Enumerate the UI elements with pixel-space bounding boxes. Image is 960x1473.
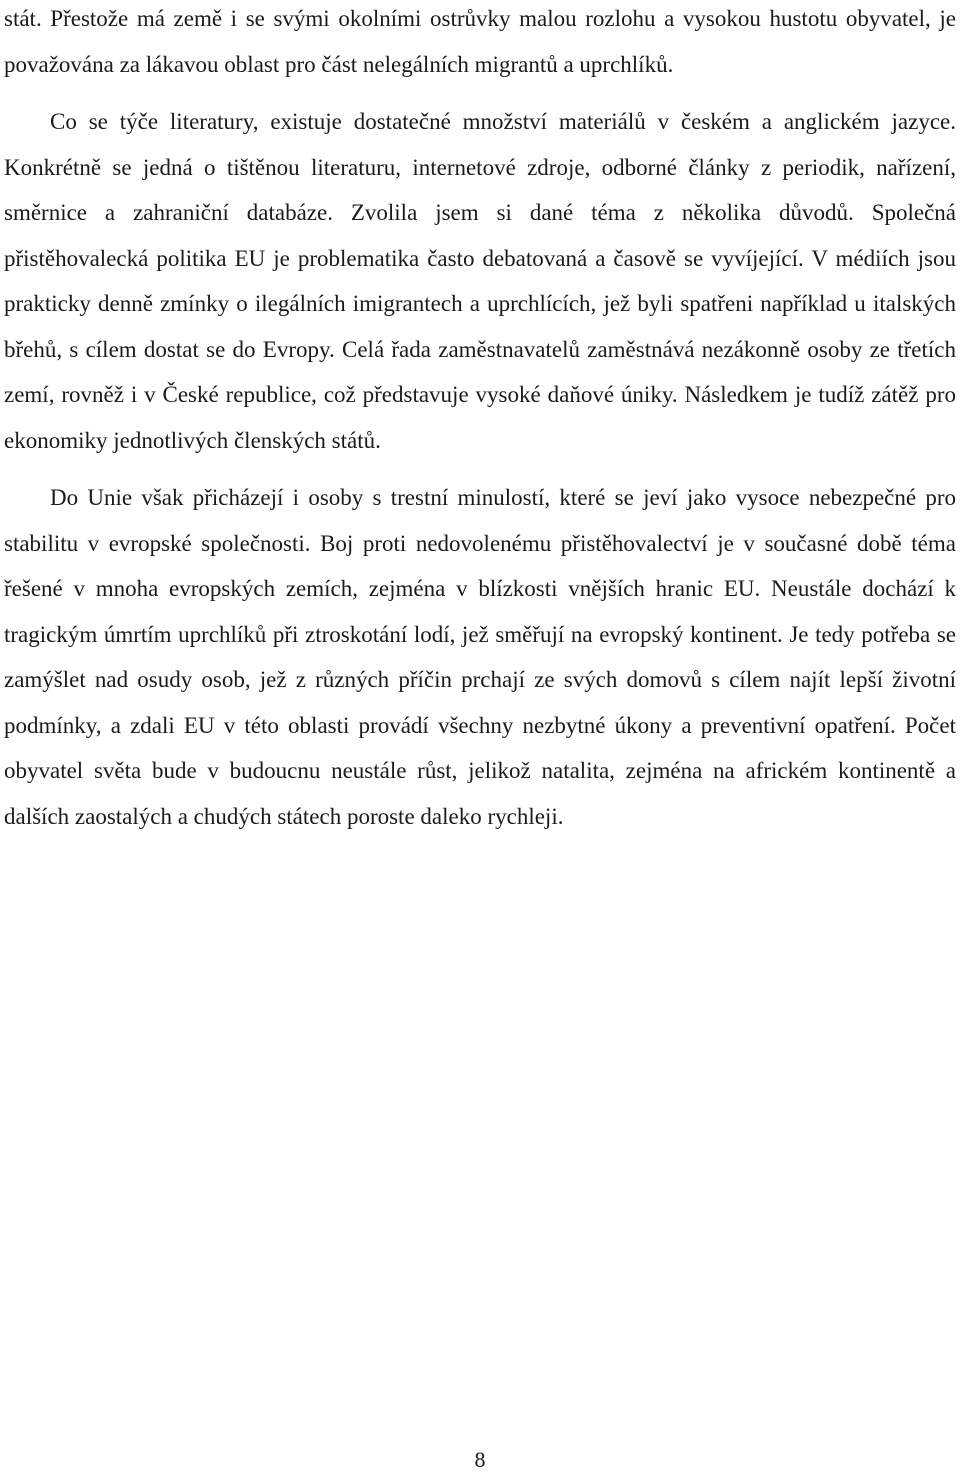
paragraph-migration-intro: stát. Přestože má země i se svými okolními ostrůvky malou rozlohu a vysokou hustotu obyvatel, je považována za lákavou oblast pro část nelegálních migrantů a uprchlíků. [4,6,956,77]
page-number: 8 [474,1447,486,1472]
document-body [4,0,956,839]
paragraph-criminal-migration: Do Unie však přicházejí i osoby s trestní minulostí, které se jeví jako vysoce nebezpečné pro stabilitu v evropské společnosti. Boj proti nedovolenému přistěhovalectví je v současné době téma řešené v mnoha evropských zemích, zejména v blízkosti vnějších hranic EU. Neustále dochází k tragickým úmrtím uprchlíků při ztroskotání lodí, jež směřují na evropský kontinent. Je tedy potřeba se zamýšlet nad osudy osob, jež z různých příčin prchají ze svých domovů s cílem najít lepší životní podmínky, a zdali EU v této oblasti provádí všechny nezbytné úkony a preventivní opatření. Počet obyvatel světa bude v budoucnu neustále růst, jelikož natalita, zejména na africkém kontinentě a dalších zaostalých a chudých státech poroste daleko rychleji. [4,485,956,829]
paragraph-literature: Co se týče literatury, existuje dostatečné množství materiálů v českém a anglickém jazyce. Konkrétně se jedná o tištěnou literaturu, internetové zdroje, odborné články z periodik, nařízení, směrnice a zahraniční databáze. Zvolila jsem si dané téma z několika důvodů. Společná přistěhovalecká politika EU je problematika často debatovaná a časově se vyvíjející. V médiích jsou prakticky denně zmínky o ilegálních imigrantech a uprchlících, jež byli spatřeni například u italských břehů, s cílem dostat se do Evropy. Celá řada zaměstnavatelů zaměstnává nezákonně osoby ze třetích zemí, rovněž i v České republice, což představuje vysoké daňové úniky. Následkem je tudíž zátěž pro ekonomiky jednotlivých členských států. [4,109,956,453]
